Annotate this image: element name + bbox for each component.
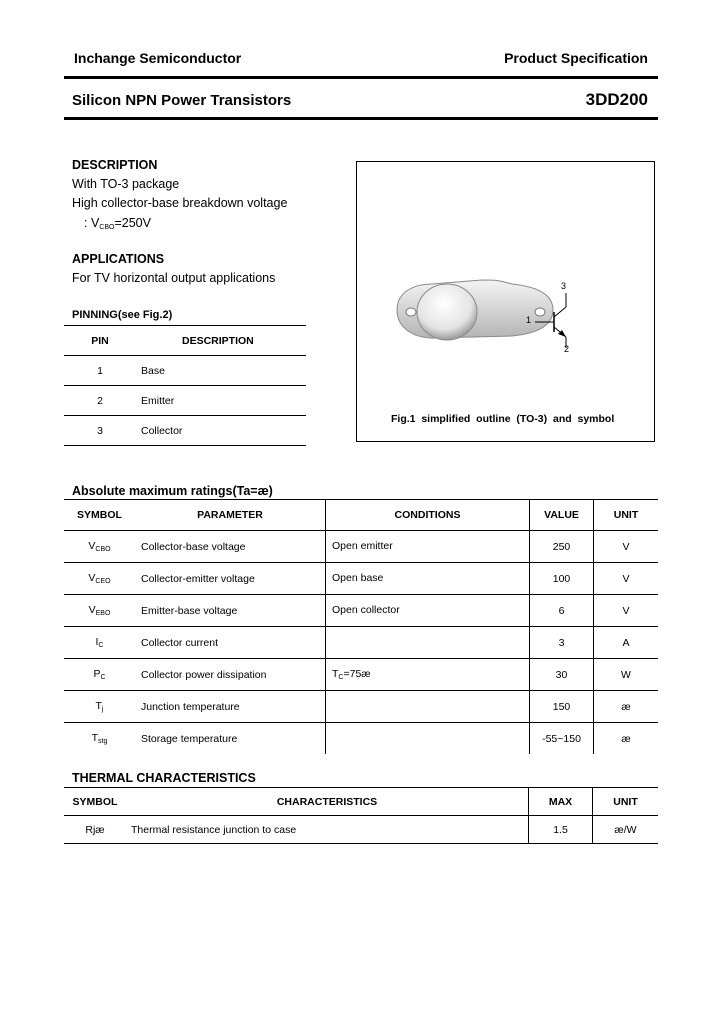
rating-symbol: $V_{EBO}$	[64, 595, 135, 627]
table-row	[64, 691, 658, 723]
rating-unit: V	[594, 531, 659, 563]
rating-condition	[326, 627, 530, 659]
description-line-1: With TO-3 package	[72, 177, 180, 191]
pinning-title: PINNING(see Fig.2)	[72, 309, 173, 321]
rating-parameter: Collector-emitter voltage	[135, 563, 326, 595]
description-title: DESCRIPTION	[72, 158, 158, 172]
symbol-pin-2-label: 2	[564, 344, 570, 354]
unit-header: UNIT	[593, 788, 659, 816]
npn-transistor-symbol	[357, 162, 654, 441]
applications-line-1: For TV horizontal output applications	[72, 271, 276, 285]
rating-value: 30	[530, 659, 594, 691]
product-family: Silicon NPN Power Transistors	[72, 92, 292, 109]
pin-description: Base	[136, 356, 306, 386]
abs-max-title: Absolute maximum ratings(Ta=æ)	[72, 484, 273, 498]
characteristics-header: CHARACTERISTICS	[126, 788, 529, 816]
rating-condition: Open collector	[326, 595, 530, 627]
applications-title: APPLICATIONS	[72, 252, 165, 266]
table-row	[64, 531, 658, 563]
rating-unit: æ	[594, 723, 659, 755]
rating-parameter: Collector power dissipation	[135, 659, 326, 691]
rating-unit: æ	[594, 691, 659, 723]
table-row	[64, 595, 658, 627]
abs-max-table	[64, 499, 658, 754]
table-row	[64, 723, 658, 755]
rating-value: -55~150	[530, 723, 594, 755]
pin-number: 3	[64, 416, 136, 446]
pin-number: 2	[64, 386, 136, 416]
symbol-header: SYMBOL	[64, 788, 126, 816]
doc-type: Product Specification	[504, 50, 648, 66]
rating-symbol: $I_C$	[64, 627, 135, 659]
table-row	[64, 386, 306, 416]
rating-value: 3	[530, 627, 594, 659]
table-header-row	[64, 788, 658, 816]
table-header-row	[64, 499, 658, 531]
thermal-symbol: Rjæ	[64, 816, 126, 844]
rating-condition: Open base	[326, 563, 530, 595]
thermal-table	[64, 787, 658, 844]
max-header: MAX	[529, 788, 593, 816]
rating-symbol: $P_C$	[64, 659, 135, 691]
figure-caption: Fig.1 simplified outline (TO-3) and symbol	[391, 413, 615, 425]
description-header: DESCRIPTION	[136, 326, 306, 356]
rating-symbol: $T_j$	[64, 691, 135, 723]
rating-value: 250	[530, 531, 594, 563]
table-row	[64, 659, 658, 691]
thermal-max: 1.5	[529, 816, 593, 844]
rating-symbol: $V_{CEO}$	[64, 563, 135, 595]
header-rule-bottom	[64, 117, 658, 120]
unit-header: UNIT	[594, 499, 659, 531]
table-row	[64, 816, 658, 844]
rating-symbol: $T_{stg}$	[91, 732, 108, 745]
rating-symbol: $V_{CBO}$	[64, 531, 135, 563]
rating-unit: V	[594, 563, 659, 595]
rating-value: 100	[530, 563, 594, 595]
header-rule-top	[64, 76, 658, 79]
symbol-header: SYMBOL	[64, 499, 135, 531]
symbol-pin-1-label: 1	[526, 315, 532, 325]
rating-parameter: Junction temperature	[135, 691, 326, 723]
value-header: VALUE	[530, 499, 594, 531]
figure-box	[356, 161, 655, 442]
table-row	[64, 563, 658, 595]
conditions-header: CONDITIONS	[326, 499, 530, 531]
rating-parameter: Collector current	[135, 627, 326, 659]
pin-header: PIN	[64, 326, 136, 356]
pin-description: Collector	[136, 416, 306, 446]
rating-condition	[326, 723, 530, 755]
table-row	[64, 627, 658, 659]
table-row	[64, 416, 306, 446]
rating-parameter: Emitter-base voltage	[135, 595, 326, 627]
rating-parameter: Collector-base voltage	[135, 531, 326, 563]
description-line-3: : $V_{CBO}=250V$	[84, 216, 151, 231]
pinning-table	[64, 325, 306, 446]
pin-description: Emitter	[136, 386, 306, 416]
description-line-2: High collector-base breakdown voltage	[72, 196, 288, 210]
table-header-row	[64, 326, 306, 356]
symbol-pin-3-label: 3	[561, 281, 567, 291]
pin-number: 1	[64, 356, 136, 386]
rating-value: 150	[530, 691, 594, 723]
table-row	[64, 356, 306, 386]
rating-unit: A	[594, 627, 659, 659]
part-number: 3DD200	[585, 90, 648, 109]
rating-unit: W	[594, 659, 659, 691]
rating-unit: V	[594, 595, 659, 627]
thermal-title: THERMAL CHARACTERISTICS	[72, 771, 256, 785]
parameter-header: PARAMETER	[135, 499, 326, 531]
rating-value: 6	[530, 595, 594, 627]
rating-parameter: Storage temperature	[141, 732, 238, 745]
thermal-unit: æ/W	[593, 816, 659, 844]
company-name: Inchange Semiconductor	[74, 50, 242, 66]
thermal-characteristic: Thermal resistance junction to case	[126, 816, 529, 844]
rating-condition: Open emitter	[326, 531, 530, 563]
rating-condition: $T_C=75æ$	[326, 659, 530, 691]
rating-condition	[326, 691, 530, 723]
